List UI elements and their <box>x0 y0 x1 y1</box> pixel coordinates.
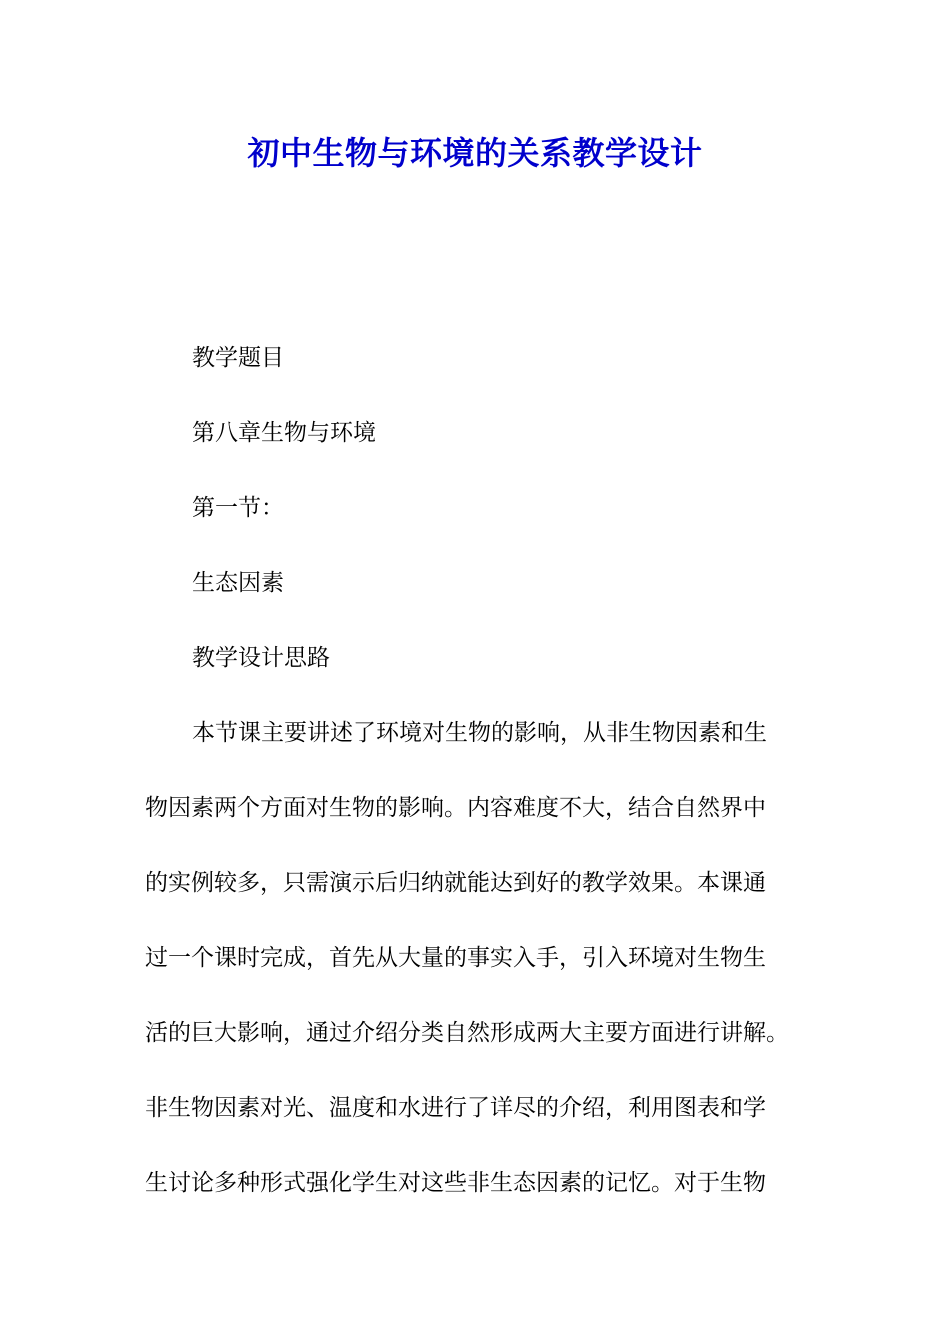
heading-design-approach: 教学设计思路 <box>192 645 330 671</box>
paragraph-line: 非生物因素对光、温度和水进行了详尽的介绍，利用图表和学 <box>145 1095 766 1121</box>
heading-chapter: 第八章生物与环境 <box>192 420 376 446</box>
heading-section: 第一节： <box>192 495 284 521</box>
heading-ecological-factors: 生态因素 <box>192 570 284 596</box>
paragraph-line: 本节课主要讲述了环境对生物的影响，从非生物因素和生 <box>192 720 767 746</box>
paragraph-line: 生讨论多种形式强化学生对这些非生态因素的记忆。对于生物 <box>145 1170 766 1196</box>
paragraph-line: 的实例较多，只需演示后归纳就能达到好的教学效果。本课通 <box>145 870 766 896</box>
heading-teaching-topic: 教学题目 <box>192 345 284 371</box>
paragraph-line: 物因素两个方面对生物的影响。内容难度不大，结合自然界中 <box>145 795 766 821</box>
paragraph-line: 过一个课时完成，首先从大量的事实入手，引入环境对生物生 <box>145 945 766 971</box>
document-title: 初中生物与环境的关系教学设计 <box>247 134 703 172</box>
paragraph-line: 活的巨大影响，通过介绍分类自然形成两大主要方面进行讲解。 <box>145 1020 789 1046</box>
